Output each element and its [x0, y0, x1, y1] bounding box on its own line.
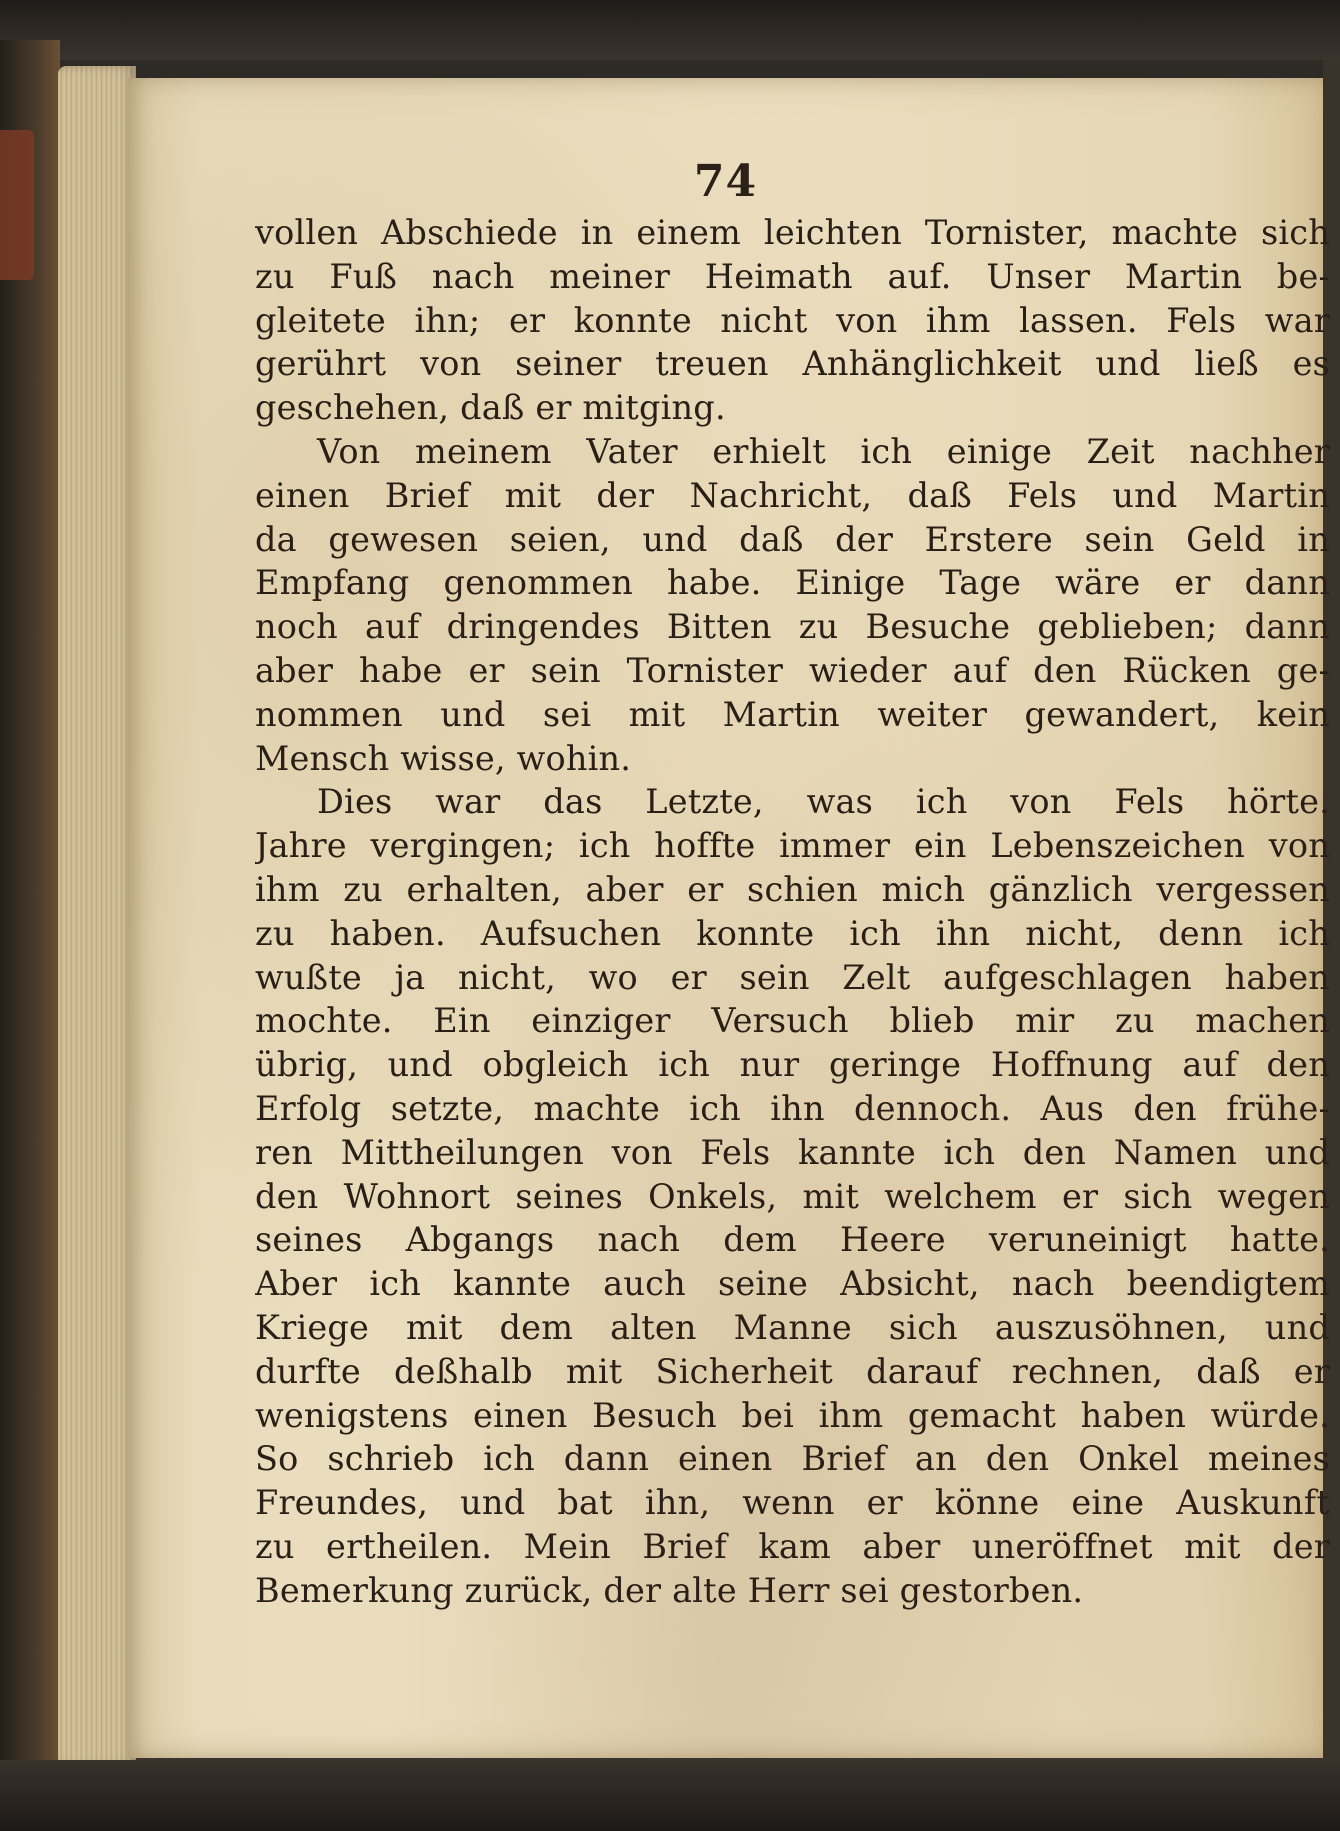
text-line: zu ertheilen. Mein Brief kam aber uneröffnet mit der [255, 1526, 1330, 1566]
book-page [128, 78, 1330, 1758]
text-line: Freundes, und bat ihn, wenn er könne eine Auskunft [255, 1483, 1330, 1523]
page-edges [58, 66, 136, 1766]
book-cover-bottom [0, 1760, 1340, 1831]
text-line: da gewesen seien, und daß der Erstere sein Geld in [255, 519, 1330, 559]
text-line: seines Abgangs nach dem Heere veruneinigt hatte. [255, 1220, 1330, 1260]
text-line: Bemerkung zurück, der alte Herr sei gestorben. [255, 1570, 1084, 1610]
text-line: Aber ich kannte auch seine Absicht, nach beendigtem [255, 1264, 1330, 1304]
body-text [255, 211, 1330, 1613]
text-line: Erfolg setzte, machte ich ihn dennoch. Aus den frühe- [255, 1088, 1330, 1128]
text-line: Empfang genommen habe. Einige Tage wäre er dann [255, 563, 1330, 603]
text-line: übrig, und obgleich ich nur geringe Hoffnung auf den [255, 1045, 1330, 1085]
text-line: ren Mittheilungen von Fels kannte ich den Namen und [255, 1132, 1330, 1172]
text-line: Jahre vergingen; ich hoffte immer ein Lebenszeichen von [255, 826, 1330, 866]
text-line: Mensch wisse, wohin. [255, 738, 632, 778]
text-line: gerührt von seiner treuen Anhänglichkeit und ließ es [255, 344, 1330, 384]
text-line: noch auf dringendes Bitten zu Besuche geblieben; dann [255, 607, 1330, 647]
text-line: gleitete ihn; er konnte nicht von ihm lassen. Fels war [255, 300, 1330, 340]
text-line: Kriege mit dem alten Manne sich auszusöhnen, und [255, 1307, 1330, 1347]
text-line: den Wohnort seines Onkels, mit welchem er sich wegen [255, 1176, 1330, 1216]
text-line: aber habe er sein Tornister wieder auf den Rücken ge- [255, 650, 1330, 690]
text-line: Von meinem Vater erhielt ich einige Zeit nachher [317, 431, 1330, 471]
text-line: Dies war das Letzte, was ich von Fels hörte. [317, 782, 1330, 822]
book-cover-left [0, 40, 60, 1800]
text-line: zu haben. Aufsuchen konnte ich ihn nicht, denn ich [255, 913, 1330, 953]
text-line: vollen Abschiede in einem leichten Tornister, machte sich [255, 213, 1330, 252]
text-line: geschehen, daß er mitging. [255, 388, 726, 428]
text-line: wußte ja nicht, wo er sein Zelt aufgeschlagen haben [255, 957, 1330, 997]
text-line: wenigstens einen Besuch bei ihm gemacht haben würde. [255, 1395, 1330, 1435]
text-line: zu Fuß nach meiner Heimath auf. Unser Martin be- [255, 256, 1330, 296]
text-line: ihm zu erhalten, aber er schien mich gänzlich vergessen [255, 869, 1330, 909]
book-cover-top [0, 0, 1340, 60]
page-number: 74 [693, 156, 758, 207]
text-line: einen Brief mit der Nachricht, daß Fels und Martin [255, 475, 1330, 515]
text-line: nommen und sei mit Martin weiter gewandert, kein [255, 694, 1330, 734]
leather-spine-patch [0, 130, 34, 280]
text-line: So schrieb ich dann einen Brief an den Onkel meines [255, 1439, 1330, 1479]
text-line: durfte deßhalb mit Sicherheit darauf rechnen, daß er [255, 1351, 1330, 1391]
text-line: mochte. Ein einziger Versuch blieb mir zu machen [255, 1001, 1330, 1041]
